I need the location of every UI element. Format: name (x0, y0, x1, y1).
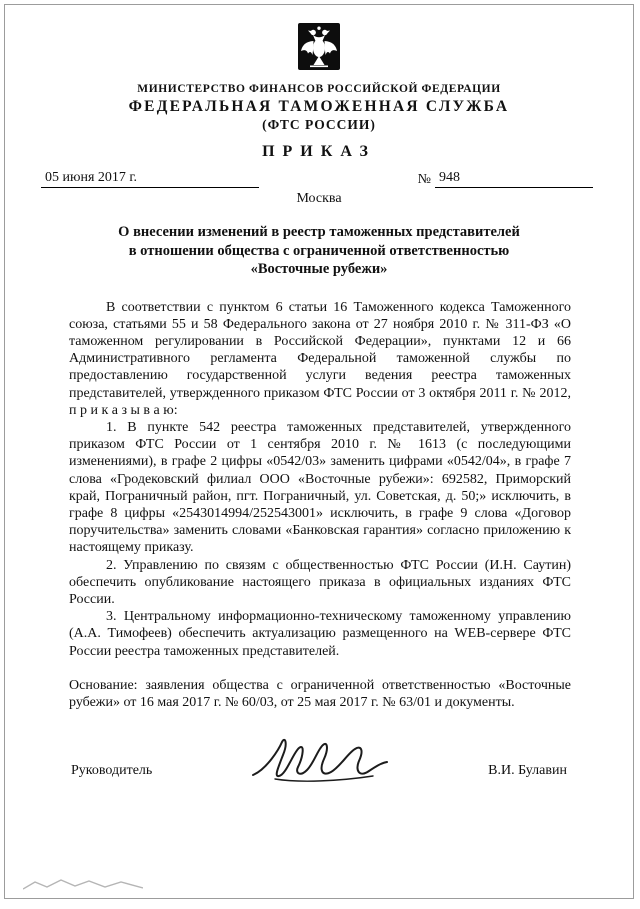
paragraph-basis: Основание: заявления общества с ограниченной ответственностью «Восточные рубежи» от 16 мая 2017 г. № 60/03, от 25 мая 2017 г. № 63/01 и документы. (69, 677, 571, 710)
document-type: ПРИКАЗ (262, 143, 376, 160)
signer-role: Руководитель (71, 762, 153, 778)
service-name: ФЕДЕРАЛЬНАЯ ТАМОЖЕННАЯ СЛУЖБА (128, 98, 510, 115)
paragraph-item-1: 1. В пункте 542 реестра таможенных представителей, утвержденного приказом ФТС России от 1 сентября 2010 г. № 1613 (с последующими изменениями), в графе 2 цифры «0542/03» заменить цифрами «0542/04», в графе 7 слова «Гродековский филиал ООО «Восточные рубежи»: 692582, Приморский край, Пограничный район, пгт. Пограничный, ул. Советская, д. 50;» исключить, в графе 8 цифры «2543014994/252543001» исключить, в графе 9 слова «Договор поручительства» заменить словами «Банковская гарантия» согласно приложению к настоящему приказу. (69, 419, 571, 556)
handwritten-signature (245, 735, 395, 792)
document-date: 05 июня 2017 г. (41, 170, 259, 188)
signature-block (5, 749, 633, 792)
paragraph-item-2: 2. Управлению по связям с общественностью ФТС России (И.Н. Саутин) обеспечить опубликование настоящего приказа в официальных изданиях ФТС России. (69, 557, 571, 607)
title-line-2: в отношении общества с ограниченной ответственностью (128, 242, 510, 259)
date-number-row (5, 170, 633, 188)
document-number: 948 (435, 170, 593, 188)
document-number-group (418, 170, 593, 188)
document-body (5, 299, 633, 712)
document-page (4, 4, 634, 899)
ministry-name: МИНИСТЕРСТВО ФИНАНСОВ РОССИЙСКОЙ ФЕДЕРАЦИИ (137, 83, 501, 95)
document-title (5, 223, 633, 279)
paragraph-item-3: 3. Центральному информационно-техническому таможенному управлению (А.А. Тимофеев) обеспечить актуализацию размещенного на WEB-сервере ФТС России реестра таможенных представителей. (69, 609, 571, 659)
title-line-1: О внесении изменений в реестр таможенных представителей (118, 224, 520, 240)
paragraph-preamble: В соответствии с пунктом 6 статьи 16 Таможенного кодекса Таможенного союза, статьями 55 и 58 Федерального закона от 27 ноября 2010 г. № 311-ФЗ «О таможенном регулировании в Российской Федерации», пунктами 12 и 66 Административного регламента Федеральной таможенной службы по предоставлению государственной услуги ведения реестра таможенных представителей, утвержденного приказом ФТС России от 3 октября 2011 г. № 2012, п р и к а з ы в а ю: (69, 299, 571, 418)
signer-name: В.И. Булавин (488, 762, 567, 778)
coat-of-arms-icon (298, 23, 340, 75)
title-line-3: «Восточные рубежи» (250, 261, 388, 277)
page-tear-mark (23, 877, 143, 896)
service-abbreviation: (ФТС РОССИИ) (262, 117, 376, 132)
city-name: Москва (296, 191, 342, 206)
number-sign: № (417, 172, 431, 187)
